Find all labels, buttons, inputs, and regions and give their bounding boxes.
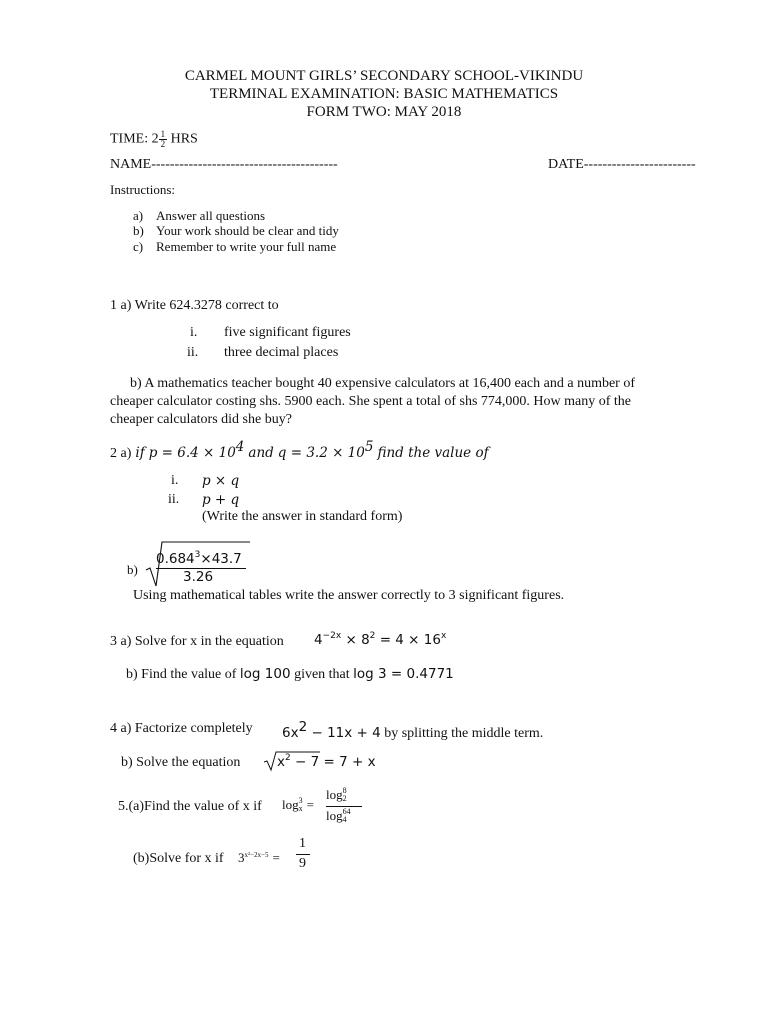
q2a-q: q = 3.2 × 10: [277, 445, 365, 461]
q3a-term: = 4 × 16: [375, 632, 441, 648]
instruction-item: Remember to write your full name: [156, 239, 337, 254]
q3a-exp: 2: [369, 631, 376, 641]
q5a-text: 5.(a)Find the value of x if: [118, 799, 262, 814]
q4a-text: 4 a) Factorize completely: [110, 721, 253, 736]
q4b-equation: [277, 753, 376, 770]
q4b-rhs: = 7 + x: [319, 754, 376, 770]
q1a-sub-marker: i.: [190, 325, 198, 340]
q4a-term: 6x: [282, 725, 299, 741]
q1a-sub-text: five significant figures: [224, 325, 351, 340]
q4b-term: − 7: [290, 754, 320, 770]
q4a-expression: [282, 719, 543, 742]
school-name: CARMEL MOUNT GIRLS’ SECONDARY SCHOOL-VIKINDU: [184, 68, 584, 84]
q3b-given: log 3 = 0.4771: [353, 666, 454, 682]
q3a-text: 3 a) Solve for x in the equation: [110, 634, 284, 649]
date-field[interactable]: DATE------------------------: [548, 157, 696, 172]
q5a-num-sub: 2: [342, 794, 347, 803]
q2a-prefix: 2 a): [110, 446, 132, 461]
q5a-log: log: [282, 797, 299, 812]
q2b-num-exp: 3: [194, 550, 201, 560]
q2a-line: [110, 439, 489, 462]
q5a-num-log: log: [326, 787, 343, 802]
q2a-note: (Write the answer in standard form): [202, 509, 403, 524]
q4a-exp: 2: [298, 719, 308, 735]
q5b-base: 3: [238, 850, 245, 865]
q5b-lhs: [238, 849, 280, 867]
q1a-sub-marker: ii.: [187, 345, 199, 360]
q1a-sub-text: three decimal places: [224, 345, 339, 360]
time-fraction-den: 2: [160, 139, 166, 149]
instructions-title: Instructions:: [110, 182, 175, 197]
q2a-tail: find the value of: [377, 445, 489, 461]
q2a-sub-math: p × q: [202, 473, 240, 489]
q3a-equation: [314, 631, 446, 648]
q5a-den-sup: 64: [342, 807, 351, 816]
q4b-exp: 2: [285, 753, 291, 763]
q3a-term: × 8: [341, 632, 370, 648]
q2a-sub-marker: i.: [171, 473, 179, 488]
q3b-text: b) Find the value of: [126, 667, 240, 682]
q3b-log: log 100: [239, 666, 291, 682]
q5a-sup: 3: [298, 796, 303, 805]
q5a-sub: x: [298, 804, 303, 813]
time-fraction-num: 1: [160, 129, 166, 139]
q1b-line: cheaper calculators did she buy?: [110, 412, 292, 427]
q2b-num-tail: ×43.7: [200, 551, 242, 567]
q5b-equals: =: [272, 850, 280, 865]
q5b-num: 1: [299, 836, 306, 851]
exam-title: TERMINAL EXAMINATION: BASIC MATHEMATICS: [209, 86, 559, 102]
q3a-exp: x: [440, 631, 447, 641]
instruction-item: Answer all questions: [156, 208, 266, 223]
q4a-tail: by splitting the middle term.: [380, 726, 544, 741]
time-fraction: [159, 130, 168, 149]
q5b-text: (b)Solve for x if: [133, 851, 224, 866]
time-line: [110, 130, 198, 149]
q5a-scripts: [299, 797, 303, 813]
q5b-den: 9: [299, 856, 306, 871]
q5b-fraction-bar: [296, 854, 310, 855]
time-unit: HRS: [167, 131, 198, 147]
q2a-if: if: [135, 445, 145, 461]
q5a-rhs-num: [326, 786, 347, 804]
q3a-exp: −2x: [322, 631, 342, 641]
q5a-lhs: [282, 796, 314, 814]
q5a-den-scripts: [343, 808, 351, 824]
instruction-marker: b): [133, 223, 144, 238]
q1b-line: cheaper calculator costing shs. 5900 each. She spent a total of shs 774,000. How many of the: [110, 394, 631, 409]
q2b-instruction: Using mathematical tables write the answer correctly to 3 significant figures.: [133, 588, 565, 603]
q2a-p: p = 6.4 × 10: [148, 445, 236, 461]
q5a-rhs-den: [326, 807, 351, 825]
q5a-den-log: log: [326, 808, 343, 823]
name-field[interactable]: NAME----------------------------------------: [110, 157, 338, 172]
q2b-denominator: 3.26: [183, 569, 214, 585]
q2b-numerator: [156, 550, 242, 567]
q2a-sub-marker: ii.: [168, 492, 180, 507]
q3b-mid: given that: [290, 667, 354, 682]
q5a-num-scripts: [343, 787, 347, 803]
q2a-sub-math: p + q: [202, 492, 240, 508]
q5a-den-sub: 4: [342, 815, 347, 824]
q2b-marker: b): [127, 562, 138, 577]
q1b-line: b) A mathematics teacher bought 40 expensive calculators at 16,400 each and a number of: [130, 376, 635, 391]
q1a-text: 1 a) Write 624.3278 correct to: [110, 298, 279, 313]
instruction-marker: a): [133, 208, 144, 223]
instruction-marker: c): [133, 239, 144, 254]
form-title: FORM TWO: MAY 2018: [306, 104, 462, 120]
instruction-item: Your work should be clear and tidy: [156, 223, 339, 238]
q2a-p-exp: 4: [235, 439, 245, 455]
q5a-num-sup: 8: [342, 786, 347, 795]
q4b-term: x: [277, 754, 285, 770]
q5b-exp: x²−2x−5: [244, 851, 269, 859]
q3a-term: 4: [314, 632, 323, 648]
q3b-line: [126, 665, 454, 683]
q2b-num-base: 0.684: [156, 551, 195, 567]
q4b-text: b) Solve the equation: [121, 755, 241, 770]
time-label: TIME: 2: [110, 131, 159, 147]
q2a-and: and: [248, 445, 274, 461]
q4a-term: − 11x + 4: [307, 725, 381, 741]
q5a-equals: =: [306, 797, 314, 812]
q2a-q-exp: 5: [364, 439, 374, 455]
